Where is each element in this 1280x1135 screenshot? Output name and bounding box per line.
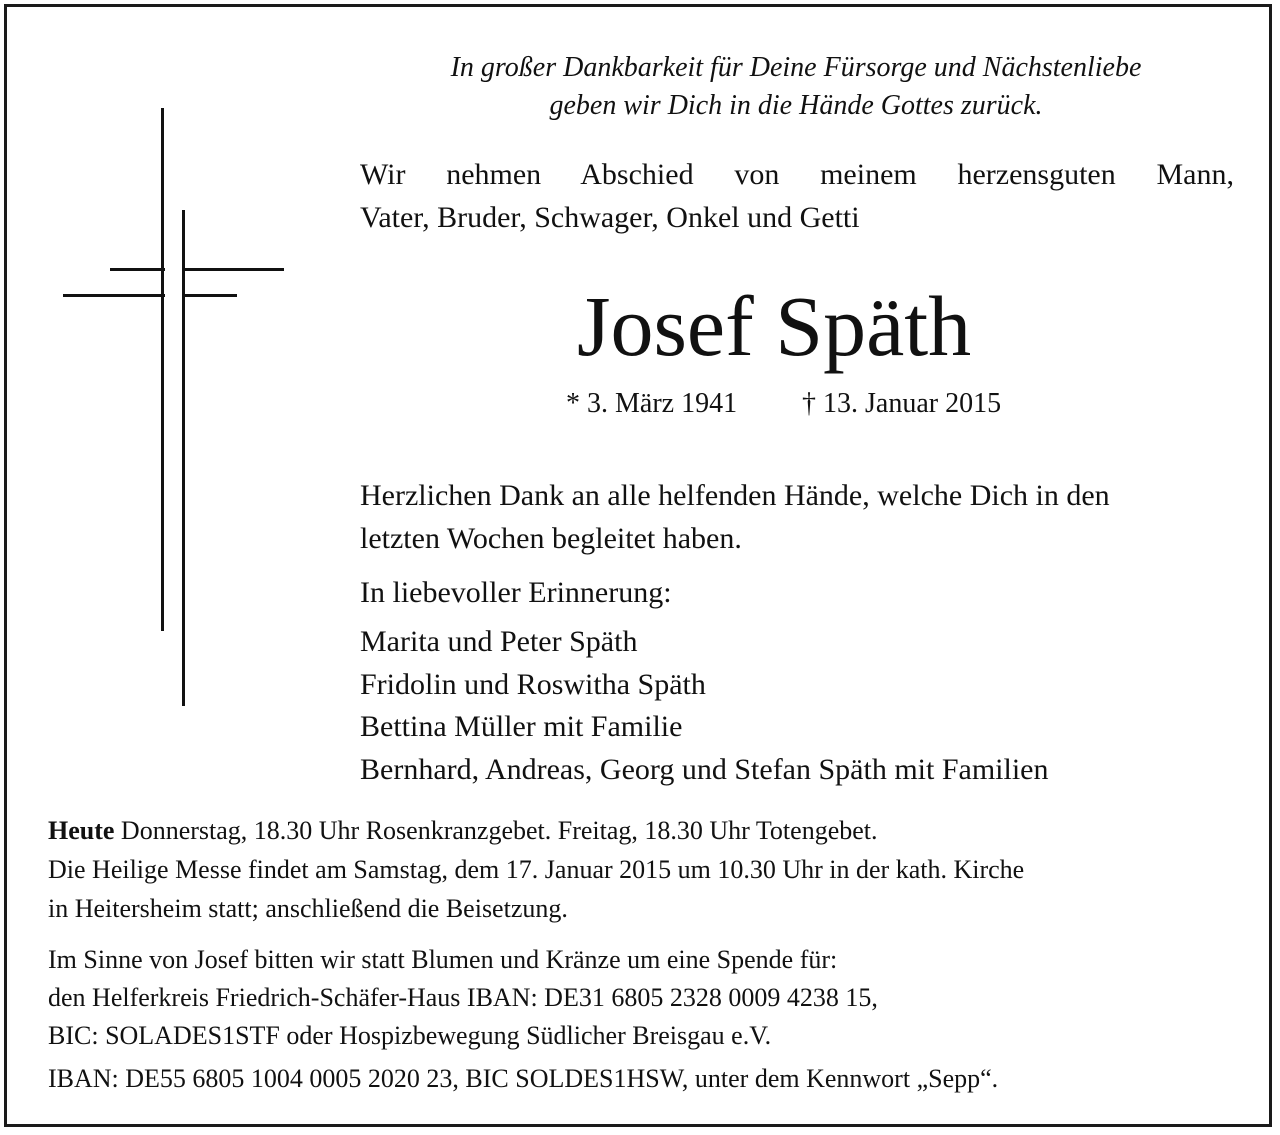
death-date: † 13. Januar 2015 [802, 388, 1002, 419]
birth-date: * 3. März 1941 [566, 388, 738, 419]
thanks-line-2: letzten Wochen begleitet haben. [360, 522, 742, 555]
deceased-name: Josef Späth [577, 278, 972, 374]
service-line-2: Die Heilige Messe findet am Samstag, dem 17. Januar 2015 um 10.30 Uhr in der kath. Kirche [48, 855, 1025, 884]
mourner-4: Bernhard, Andreas, Georg und Stefan Späth mit Familien [360, 753, 1049, 786]
donation-line-3: BIC: SOLADES1STF oder Hospizbewegung Südlicher Breisgau e.V. [48, 1021, 772, 1050]
service-line-1 [48, 814, 878, 848]
mourner-2: Fridolin und Roswitha Späth [360, 668, 706, 701]
donation-line-4: IBAN: DE55 6805 1004 0005 2020 23, BIC SOLDES1HSW, unter dem Kennwort „Sepp“. [48, 1064, 999, 1093]
thanks-line-1: Herzlichen Dank an alle helfenden Hände, welche Dich in den [360, 479, 1110, 512]
mourner-1: Marita und Peter Späth [360, 625, 638, 658]
intro-line-1: Wir nehmen Abschied von meinem herzensguten Mann, [360, 158, 1234, 191]
service-line-1-text: Donnerstag, 18.30 Uhr Rosenkranzgebet. Freitag, 18.30 Uhr Totengebet. [114, 816, 878, 845]
motto-line-2: geben wir Dich in die Hände Gottes zurück. [549, 90, 1043, 121]
mourner-3: Bettina Müller mit Familie [360, 710, 683, 743]
memory-heading: In liebevoller Erinnerung: [360, 576, 672, 609]
service-line-3: in Heitersheim statt; anschließend die Beisetzung. [48, 894, 568, 923]
donation-line-1: Im Sinne von Josef bitten wir statt Blumen und Kränze um eine Spende für: [48, 945, 838, 974]
service-lead: Heute [48, 816, 115, 845]
motto-line-1: In großer Dankbarkeit für Deine Fürsorge und Nächstenliebe [450, 52, 1142, 83]
donation-line-2: den Helferkreis Friedrich-Schäfer-Haus IBAN: DE31 6805 2328 0009 4238 15, [48, 983, 878, 1012]
intro-line-2: Vater, Bruder, Schwager, Onkel und Getti [360, 201, 860, 234]
